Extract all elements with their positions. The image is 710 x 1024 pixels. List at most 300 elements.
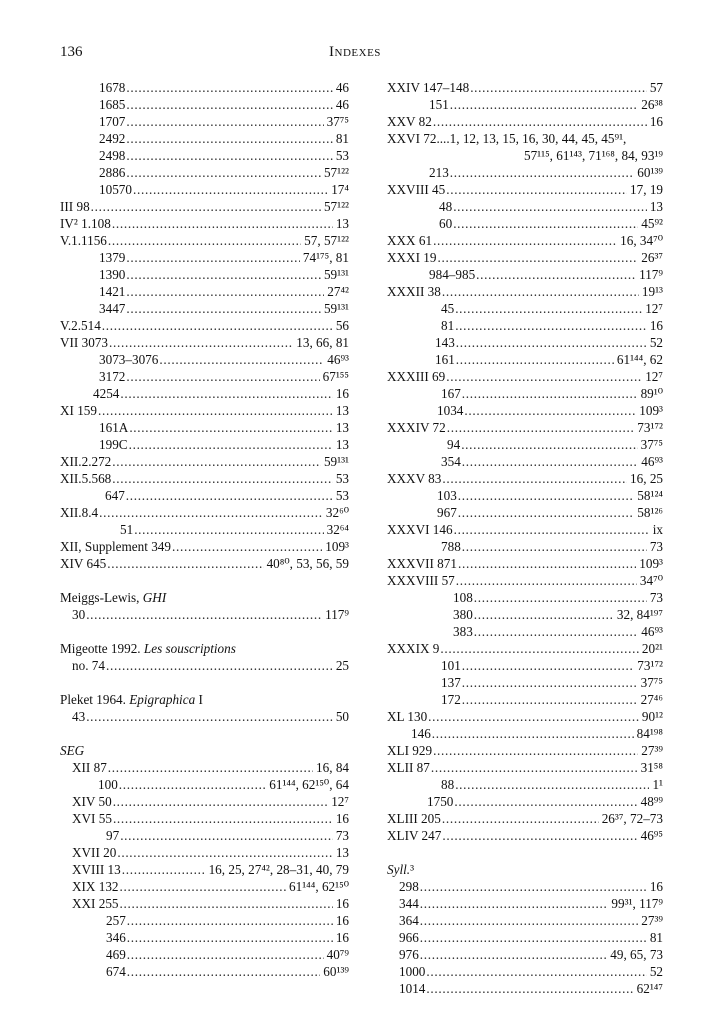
dot-leader [428, 708, 639, 725]
dot-leader [420, 895, 609, 912]
dot-leader [446, 181, 627, 198]
section-gap [60, 674, 349, 691]
dot-leader [126, 368, 319, 385]
entry-label: III 98 [60, 199, 90, 214]
index-entry [387, 96, 663, 113]
entry-label: XXXII 38 [387, 284, 441, 299]
page-reference: 109³ [639, 556, 663, 571]
entry-label: XXXIV 72 [387, 420, 446, 435]
page-reference: 13 [335, 437, 349, 452]
index-entry [387, 606, 663, 623]
page-reference: 73¹⁷² [637, 420, 663, 435]
dot-leader [462, 538, 647, 555]
index-entry [60, 657, 349, 674]
entry-label: XLIII 205 [387, 811, 441, 826]
index-entry [387, 708, 663, 725]
page-reference: 16 [335, 896, 349, 911]
entry-italic-title: SEG [60, 743, 85, 758]
dot-leader [129, 436, 333, 453]
page-reference: 73 [649, 590, 663, 605]
entry-label: XXI 255 [72, 896, 119, 911]
dot-leader [86, 708, 333, 725]
entry-label: 1014 [399, 981, 426, 996]
dot-leader [120, 385, 332, 402]
page-reference: 46 [335, 97, 349, 112]
page-reference: 13, 66, 81 [296, 335, 349, 350]
page-number: 136 [60, 44, 83, 60]
page-reference: 60¹³⁹ [637, 165, 663, 180]
index-entry [60, 793, 349, 810]
section-gap [60, 572, 349, 589]
page-reference: 17⁴ [331, 182, 349, 197]
dot-leader [433, 232, 617, 249]
page-reference: 99³¹, 117⁹ [611, 896, 663, 911]
entry-label: 101 [441, 658, 461, 673]
dot-leader [447, 419, 635, 436]
page-reference: 27³⁹ [641, 913, 663, 928]
dot-leader [126, 249, 300, 266]
page-reference: 40⁸⁰, 53, 56, 59 [266, 556, 349, 571]
page-reference: 27⁴⁶ [640, 692, 663, 707]
page-reference: 89¹⁰ [640, 386, 663, 401]
dot-leader [458, 555, 636, 572]
page-reference: 57¹²² [323, 199, 349, 214]
index-entry [387, 147, 663, 164]
index-entry [387, 929, 663, 946]
dot-leader [102, 317, 333, 334]
index-entry [387, 470, 663, 487]
index-entry [387, 810, 663, 827]
page-reference: 16, 84 [316, 760, 349, 775]
index-entry [387, 827, 663, 844]
entry-label: 94 [447, 437, 461, 452]
dot-leader [126, 96, 332, 113]
dot-leader [442, 283, 639, 300]
index-entry [387, 963, 663, 980]
page-reference: 26³⁸ [641, 97, 663, 112]
entry-label: 1390 [99, 267, 126, 282]
dot-leader [113, 810, 333, 827]
dot-leader [106, 657, 333, 674]
entry-label: 161 [435, 352, 455, 367]
index-entry [60, 249, 349, 266]
page-reference: 117⁹ [325, 607, 349, 622]
page-reference: 50 [335, 709, 349, 724]
entry-italic-title: Syll. [387, 862, 411, 877]
index-entry [387, 623, 663, 640]
page-reference: 16 [649, 318, 663, 333]
entry-label: XVII 20 [72, 845, 117, 860]
dot-leader [440, 640, 639, 657]
page-reference: 12⁷ [331, 794, 349, 809]
entry-label: 146 [411, 726, 431, 741]
entry-label: XXXV 83 [387, 471, 442, 486]
index-entry [60, 759, 349, 776]
index-entry [387, 691, 663, 708]
dot-leader [119, 776, 266, 793]
page-reference: 48⁹⁹ [640, 794, 663, 809]
entry-label: 10570 [99, 182, 132, 197]
page-reference: 81 [649, 930, 663, 945]
entry-label: 81 [441, 318, 455, 333]
page-reference: 52 [649, 335, 663, 350]
entry-label: XII, Supplement 349 [60, 539, 171, 554]
entry-label: 4254 [93, 386, 120, 401]
dot-leader [426, 963, 646, 980]
entry-label: 3073–3076 [99, 352, 159, 367]
page-reference: 73 [649, 539, 663, 554]
page-reference: 16 [335, 811, 349, 826]
page-reference: 58¹²⁶ [637, 505, 663, 520]
page-reference: 13 [649, 199, 663, 214]
page-reference: 46⁹³ [641, 624, 663, 639]
page-reference: 84¹⁹⁸ [636, 726, 663, 741]
page-reference: 61¹⁴⁴, 62¹⁵⁰, 64 [269, 777, 349, 792]
index-heading [60, 589, 349, 606]
entry-label: XLI 929 [387, 743, 433, 758]
dot-leader [453, 215, 638, 232]
index-entry [387, 79, 663, 96]
dot-leader [122, 861, 206, 878]
dot-leader [126, 113, 323, 130]
dot-leader [450, 96, 638, 113]
dot-leader [470, 79, 647, 96]
entry-label: IV² 1.108 [60, 216, 111, 231]
page-reference: 53 [335, 488, 349, 503]
entry-label: 647 [105, 488, 125, 503]
index-entry [387, 589, 663, 606]
dot-leader [98, 402, 333, 419]
dot-leader [112, 470, 333, 487]
page-reference: 16, 25 [630, 471, 663, 486]
dot-leader [91, 198, 321, 215]
entry-label-lead: Meiggs-Lewis, [60, 590, 143, 605]
index-heading [60, 691, 349, 708]
dot-leader [476, 266, 636, 283]
page-reference: 109³ [325, 539, 349, 554]
page-reference: 109³ [639, 403, 663, 418]
entry-label [60, 742, 84, 759]
dot-leader [120, 895, 333, 912]
entry-label: 966 [399, 930, 419, 945]
dot-leader [126, 300, 321, 317]
entry-label: 137 [441, 675, 461, 690]
entry-label: 100 [98, 777, 118, 792]
entry-label-tail: ³ [410, 862, 415, 877]
index-entry [60, 912, 349, 929]
dot-leader [442, 470, 627, 487]
index-entry [387, 572, 663, 589]
dot-leader [474, 623, 638, 640]
dot-leader [426, 980, 633, 997]
page-reference: 37⁷⁵ [640, 675, 663, 690]
entry-label: 2886 [99, 165, 126, 180]
page-reference: 46⁹³ [641, 454, 663, 469]
entry-label: 1379 [99, 250, 126, 265]
section-gap [60, 725, 349, 742]
page-reference: 61¹⁴⁴, 62¹⁵⁰ [289, 879, 349, 894]
entry-label: 151 [429, 97, 449, 112]
dot-leader [113, 793, 329, 810]
entry-label: 103 [437, 488, 457, 503]
index-entry [387, 181, 663, 198]
dot-leader [455, 300, 642, 317]
dot-leader [455, 776, 649, 793]
entry-label: XVI 55 [72, 811, 112, 826]
entry-label [60, 691, 203, 708]
entry-label [60, 640, 236, 657]
entry-label: 3447 [99, 301, 126, 316]
index-entry [387, 164, 663, 181]
entry-label: 1421 [99, 284, 126, 299]
dot-leader [462, 385, 638, 402]
index-entry [60, 946, 349, 963]
page-reference: 13 [335, 420, 349, 435]
index-entry [60, 232, 349, 249]
entry-label: 60 [439, 216, 453, 231]
entry-label: 257 [106, 913, 126, 928]
page-reference: 27⁴² [327, 284, 349, 299]
entry-label: 344 [399, 896, 419, 911]
page-reference: 16 [335, 913, 349, 928]
index-entry [387, 198, 663, 215]
page-reference: 59¹³¹ [323, 267, 349, 282]
index-heading [60, 640, 349, 657]
dot-leader [437, 249, 638, 266]
index-entry [387, 249, 663, 266]
entry-label: 788 [441, 539, 461, 554]
index-entry [387, 538, 663, 555]
page-reference: 46 [335, 80, 349, 95]
index-entry [387, 640, 663, 657]
page-reference: 19¹³ [641, 284, 663, 299]
page-reference: 59¹³¹ [323, 454, 349, 469]
page-reference: 27³⁹ [641, 743, 663, 758]
dot-leader [450, 164, 635, 181]
page-reference: 32, 84¹⁹⁷ [616, 607, 663, 622]
index-entry [60, 300, 349, 317]
index-column-right [387, 79, 663, 997]
dot-leader [126, 164, 321, 181]
dot-leader [462, 674, 638, 691]
index-entry [387, 368, 663, 385]
dot-leader [129, 419, 333, 436]
entry-label: XXX 61 [387, 233, 433, 248]
index-entry [387, 300, 663, 317]
dot-leader [99, 504, 323, 521]
index-entry [60, 844, 349, 861]
page-reference: 16 [649, 879, 663, 894]
index-entry [387, 436, 663, 453]
page-reference: 26³⁷ [641, 250, 663, 265]
page-reference: 57¹²² [323, 165, 349, 180]
index-entry [60, 181, 349, 198]
index-entry [387, 419, 663, 436]
page-reference: 34⁷⁰ [639, 573, 663, 588]
page-reference: 57 [649, 80, 663, 95]
dot-leader [420, 912, 638, 929]
entry-label: V.1.1156 [60, 233, 107, 248]
index-entry [387, 402, 663, 419]
dot-leader [454, 521, 650, 538]
page-reference: ix [652, 522, 663, 537]
dot-leader [107, 555, 263, 572]
entry-label: 380 [453, 607, 473, 622]
dot-leader [461, 436, 637, 453]
index-entry [387, 504, 663, 521]
entry-label: 469 [106, 947, 126, 962]
index-entry [387, 266, 663, 283]
index-entry [60, 776, 349, 793]
entry-label: XLIV 247 [387, 828, 442, 843]
entry-label: 1685 [99, 97, 126, 112]
page-reference: 25 [335, 658, 349, 673]
page-reference: 49, 65, 73 [610, 947, 663, 962]
entry-label: V.2.514 [60, 318, 101, 333]
entry-label [60, 589, 166, 606]
entry-label: 354 [441, 454, 461, 469]
entry-label: 161A [99, 420, 129, 435]
index-entry [387, 521, 663, 538]
entry-label: 976 [399, 947, 419, 962]
entry-label: XXXVI 146 [387, 522, 453, 537]
dot-leader [455, 317, 647, 334]
entry-label: XII.2.272 [60, 454, 112, 469]
page-reference: 16, 25, 27⁴², 28–31, 40, 79 [208, 862, 349, 877]
dot-leader [126, 487, 333, 504]
dot-leader [120, 827, 333, 844]
entry-label: XXXI 19 [387, 250, 437, 265]
dot-leader [159, 351, 324, 368]
index-entry [60, 504, 349, 521]
index-entry [60, 198, 349, 215]
index-entry [387, 946, 663, 963]
entry-label: XIX 132 [72, 879, 119, 894]
index-entry [387, 759, 663, 776]
page-reference: 31⁵⁸ [640, 760, 663, 775]
dot-leader [126, 130, 332, 147]
index-entry [387, 130, 663, 147]
entry-label: 48 [439, 199, 453, 214]
entry-label: XXIV 147–148 [387, 80, 470, 95]
index-entry [387, 725, 663, 742]
index-entry [60, 368, 349, 385]
entry-label: XII 87 [72, 760, 107, 775]
dot-leader [446, 368, 642, 385]
page-reference: 26³⁷, 72–73 [601, 811, 663, 826]
entry-label: 57¹¹⁵, 61¹⁴³, 71¹⁶⁸, 84, 93¹⁹ [523, 148, 663, 163]
index-entry [387, 453, 663, 470]
dot-leader [454, 793, 637, 810]
entry-italic-title: Les souscriptions [143, 641, 236, 656]
index-entry [387, 283, 663, 300]
page-reference: 16 [649, 114, 663, 129]
index-entry [387, 657, 663, 674]
entry-label: 383 [453, 624, 473, 639]
dot-leader [112, 453, 321, 470]
dot-leader [126, 147, 332, 164]
index-entry [60, 113, 349, 130]
entry-label: XXXVIII 57 [387, 573, 455, 588]
entry-label: XLII 87 [387, 760, 430, 775]
entry-label: 108 [453, 590, 473, 605]
page-reference: 46⁹⁵ [640, 828, 663, 843]
index-entry [60, 436, 349, 453]
dot-leader [86, 606, 322, 623]
index-entry [60, 334, 349, 351]
page-reference: 53 [335, 471, 349, 486]
index-entry [387, 487, 663, 504]
dot-leader [420, 946, 607, 963]
page-reference: 73¹⁷² [637, 658, 663, 673]
index-entry [387, 912, 663, 929]
dot-leader [108, 759, 313, 776]
index-entry [60, 351, 349, 368]
index-entry [387, 113, 663, 130]
dot-leader [109, 334, 293, 351]
index-entry [60, 96, 349, 113]
dot-leader [456, 351, 614, 368]
entry-label: XXV 82 [387, 114, 432, 129]
entry-label: 143 [435, 335, 455, 350]
entry-label: 1678 [99, 80, 126, 95]
page-reference: 117⁹ [639, 267, 663, 282]
entry-label: 346 [106, 930, 126, 945]
dot-leader [134, 521, 323, 538]
index-entry [60, 708, 349, 725]
page-reference: 16, 34⁷⁰ [620, 233, 663, 248]
index-entry [60, 317, 349, 334]
dot-leader [126, 283, 324, 300]
index-heading [60, 742, 349, 759]
entry-label: 45 [441, 301, 455, 316]
page-reference: 57, 57¹²² [304, 233, 349, 248]
dot-leader [112, 215, 333, 232]
index-entry [60, 164, 349, 181]
dot-leader [442, 827, 637, 844]
entry-label-tail: I [195, 692, 203, 707]
entry-label: 43 [72, 709, 86, 724]
entry-label: XVIII 13 [72, 862, 121, 877]
page-reference: 1¹ [652, 777, 663, 792]
entry-label: 30 [72, 607, 86, 622]
page-reference: 90¹² [641, 709, 663, 724]
page-reference: 73 [335, 828, 349, 843]
dot-leader [126, 79, 332, 96]
entry-label: 1034 [437, 403, 464, 418]
dot-leader [120, 878, 287, 895]
index-entry [387, 895, 663, 912]
index-entry [60, 538, 349, 555]
page-reference: 60¹³⁹ [323, 964, 349, 979]
dot-leader [464, 402, 636, 419]
index-entry [60, 861, 349, 878]
entry-label: 88 [441, 777, 455, 792]
page-reference: 53 [335, 148, 349, 163]
index-entry [60, 487, 349, 504]
index-entry [387, 215, 663, 232]
entry-label: 364 [399, 913, 419, 928]
entry-label-lead: Migeotte 1992. [60, 641, 144, 656]
dot-leader [456, 334, 647, 351]
index-entry [60, 419, 349, 436]
page-reference: 17, 19 [630, 182, 663, 197]
index-entry [387, 980, 663, 997]
index-entry [387, 232, 663, 249]
page-reference: 37⁷⁵ [640, 437, 663, 452]
dot-leader [433, 113, 647, 130]
entry-label: XII.5.568 [60, 471, 112, 486]
